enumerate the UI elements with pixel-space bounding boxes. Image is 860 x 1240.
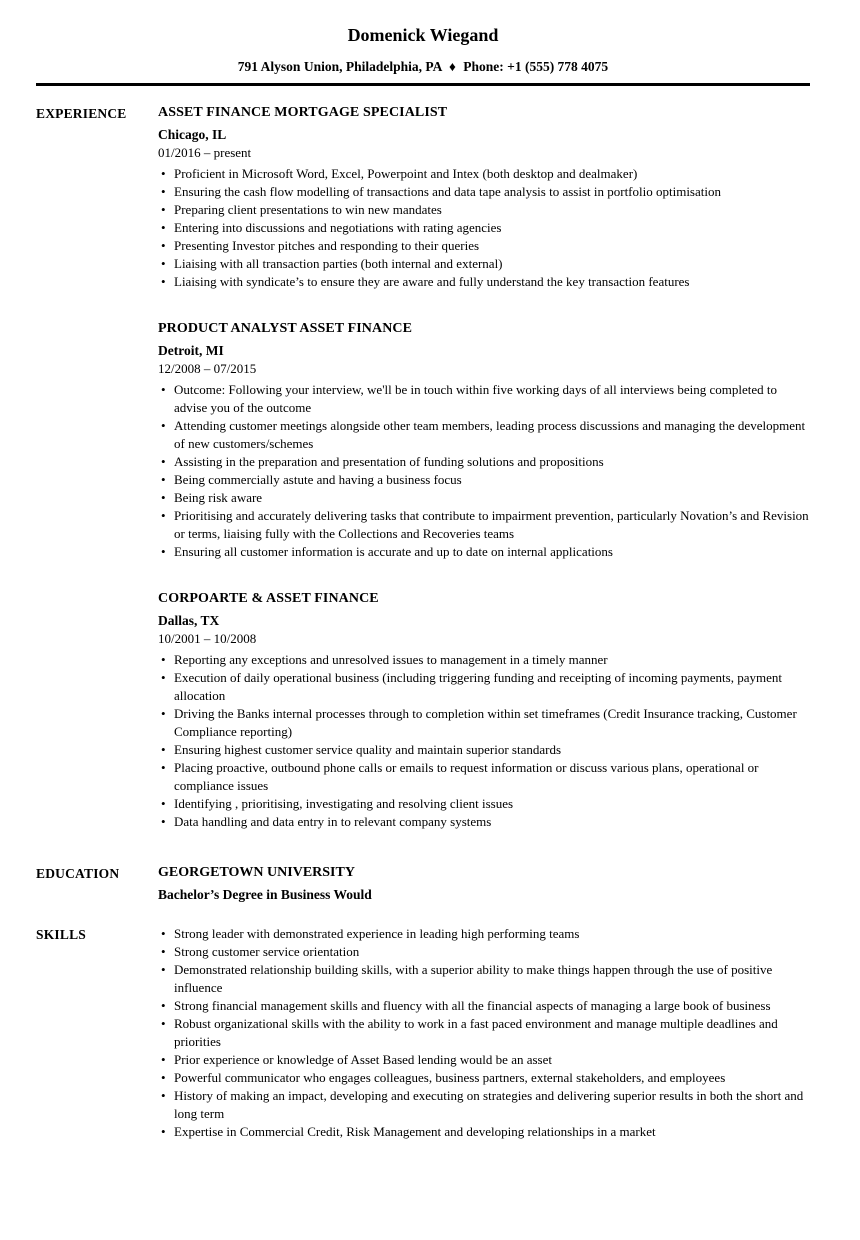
bullet-item: • Ensuring all customer information is accurate and up to date on internal applications <box>158 543 810 561</box>
resume-name: Domenick Wiegand <box>347 25 499 45</box>
phone-text: Phone: +1 (555) 778 4075 <box>463 59 609 74</box>
bullet-item: • Reporting any exceptions and unresolved issues to management in a timely manner <box>158 651 810 669</box>
job-title: ASSET FINANCE MORTGAGE SPECIALIST <box>158 105 448 120</box>
bullet-item: • Being risk aware <box>158 489 810 507</box>
bullet-item: • Liaising with syndicate’s to ensure they are aware and fully understand the key transaction features <box>158 273 810 291</box>
bullet-item: • Execution of daily operational business (including triggering funding and receipting of incoming payments, payment allocation <box>158 669 810 705</box>
resume-body <box>36 103 810 1141</box>
contact-line <box>36 58 810 75</box>
bullet-item: • Being commercially astute and having a business focus <box>158 471 810 489</box>
bullet-item: • Proficient in Microsoft Word, Excel, Powerpoint and Intex (both desktop and dealmaker) <box>158 165 810 183</box>
bullet-item: • Powerful communicator who engages colleagues, business partners, external stakeholders, and employees <box>158 1069 810 1087</box>
job-dates: 10/2001 – 10/2008 <box>158 631 257 646</box>
job-bullet-list <box>158 165 810 291</box>
bullet-item: • Ensuring highest customer service quality and maintain superior standards <box>158 741 810 759</box>
job-entry <box>158 319 810 561</box>
bullet-item: • Prioritising and accurately delivering tasks that contribute to impairment prevention, particularly Novation’s and Revision or terms, liaising fully with the Collections and Recoveries teams <box>158 507 810 543</box>
experience-section <box>36 103 810 831</box>
experience-content <box>158 103 810 831</box>
job-bullet-list <box>158 381 810 561</box>
skills-content <box>158 924 810 1141</box>
bullet-item: • Outcome: Following your interview, we'll be in touch within five working days of all interviews being completed to advise you of the outcome <box>158 381 810 417</box>
job-location: Chicago, IL <box>158 127 227 142</box>
school-name: GEORGETOWN UNIVERSITY <box>158 865 355 880</box>
bullet-item: • Strong financial management skills and fluency with all the financial aspects of managing a large book of business <box>158 997 810 1015</box>
job-bullet-list <box>158 651 810 831</box>
bullet-item: • Demonstrated relationship building skills, with a superior ability to make things happen through the use of positive influence <box>158 961 810 997</box>
resume-header <box>36 24 810 86</box>
job-location: Dallas, TX <box>158 613 220 628</box>
bullet-item: • Attending customer meetings alongside other team members, leading process discussions and managing the development of new customers/schemes <box>158 417 810 453</box>
job-entry <box>158 103 810 291</box>
bullet-item: • Preparing client presentations to win new mandates <box>158 201 810 219</box>
education-section <box>36 863 810 904</box>
skills-bullet-list <box>158 925 810 1141</box>
education-content <box>158 863 810 904</box>
job-entry <box>158 589 810 831</box>
bullet-item: • Data handling and data entry in to relevant company systems <box>158 813 810 831</box>
bullet-item: • History of making an impact, developing and executing on strategies and delivering superior results in both the short and long term <box>158 1087 810 1123</box>
bullet-item: • Strong customer service orientation <box>158 943 810 961</box>
bullet-item: • Ensuring the cash flow modelling of transactions and data tape analysis to assist in portfolio optimisation <box>158 183 810 201</box>
bullet-item: • Identifying , prioritising, investigating and resolving client issues <box>158 795 810 813</box>
section-label-experience: EXPERIENCE <box>36 106 127 121</box>
degree-name: Bachelor’s Degree in Business Would <box>158 887 372 902</box>
bullet-item: • Expertise in Commercial Credit, Risk Management and developing relationships in a market <box>158 1123 810 1141</box>
bullet-item: • Placing proactive, outbound phone calls or emails to request information or discuss various plans, operational or compliance issues <box>158 759 810 795</box>
bullet-item: • Driving the Banks internal processes through to completion within set timeframes (Credit Insurance tracking, Customer Compliance reporting) <box>158 705 810 741</box>
job-title: PRODUCT ANALYST ASSET FINANCE <box>158 321 413 336</box>
bullet-item: • Assisting in the preparation and presentation of funding solutions and propositions <box>158 453 810 471</box>
bullet-item: • Prior experience or knowledge of Asset Based lending would be an asset <box>158 1051 810 1069</box>
job-dates: 12/2008 – 07/2015 <box>158 361 257 376</box>
bullet-item: • Entering into discussions and negotiations with rating agencies <box>158 219 810 237</box>
job-title: CORPOARTE & ASSET FINANCE <box>158 591 379 606</box>
bullet-item: • Robust organizational skills with the ability to work in a fast paced environment and manage multiple deadlines and priorities <box>158 1015 810 1051</box>
bullet-item: • Liaising with all transaction parties (both internal and external) <box>158 255 810 273</box>
header-rule <box>36 83 810 86</box>
address-text: 791 Alyson Union, Philadelphia, PA <box>237 59 442 74</box>
section-label-education: EDUCATION <box>36 866 120 881</box>
job-location: Detroit, MI <box>158 343 224 358</box>
bullet-item: • Strong leader with demonstrated experience in leading high performing teams <box>158 925 810 943</box>
job-dates: 01/2016 – present <box>158 145 252 160</box>
bullet-item: • Presenting Investor pitches and responding to their queries <box>158 237 810 255</box>
diamond-icon: ♦ <box>448 59 456 74</box>
skills-section <box>36 924 810 1141</box>
section-label-skills: SKILLS <box>36 927 86 942</box>
